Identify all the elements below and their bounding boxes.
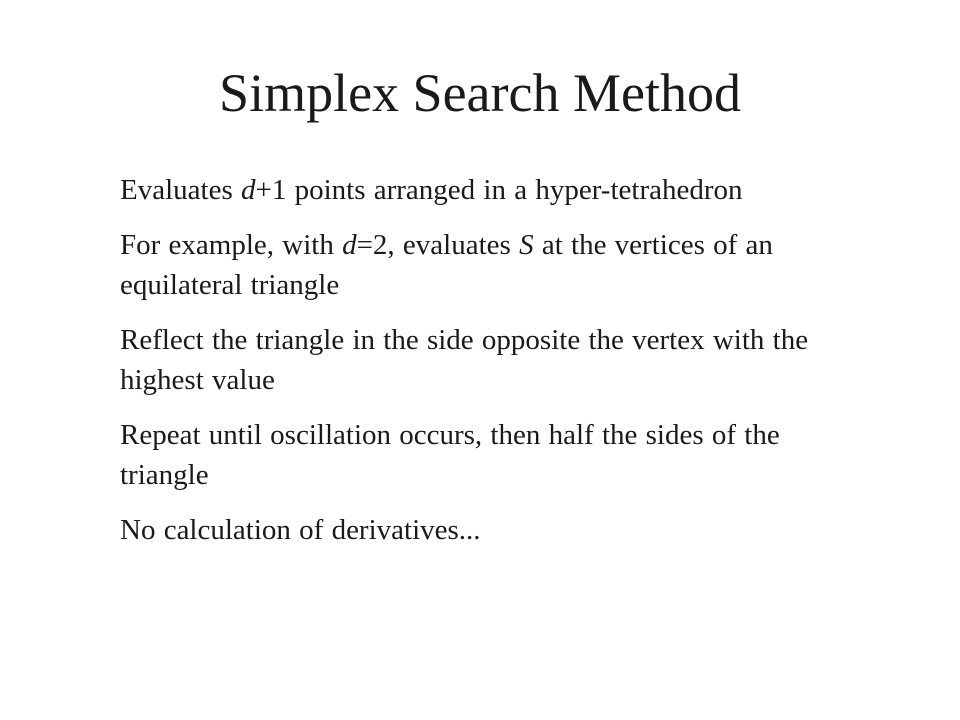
bullet-text: Evaluates	[120, 174, 241, 206]
bullet-item	[120, 170, 850, 210]
bullet-list	[120, 170, 850, 565]
bullet-item	[120, 320, 850, 400]
bullet-item	[120, 415, 850, 495]
bullet-text-italic: S	[519, 229, 534, 261]
bullet-text: +1 points arranged in a hyper-tetrahedron	[255, 174, 743, 206]
bullet-item	[120, 510, 850, 550]
bullet-text-italic: d	[342, 229, 357, 261]
bullet-text-italic: d	[240, 174, 256, 206]
bullet-item	[120, 225, 850, 305]
bullet-text: For example, with	[120, 229, 343, 261]
bullet-text: No calculation of derivatives...	[120, 514, 481, 546]
bullet-text: at the vertices of an equilateral triangle	[120, 229, 773, 301]
bullet-text: Repeat until oscillation occurs, then half the sides of the triangle	[120, 419, 780, 491]
bullet-text: Reflect the triangle in the side opposite the vertex with the highest value	[120, 324, 809, 396]
bullet-text: =2, evaluates	[356, 229, 520, 261]
slide-title: Simplex Search Method	[219, 63, 741, 123]
